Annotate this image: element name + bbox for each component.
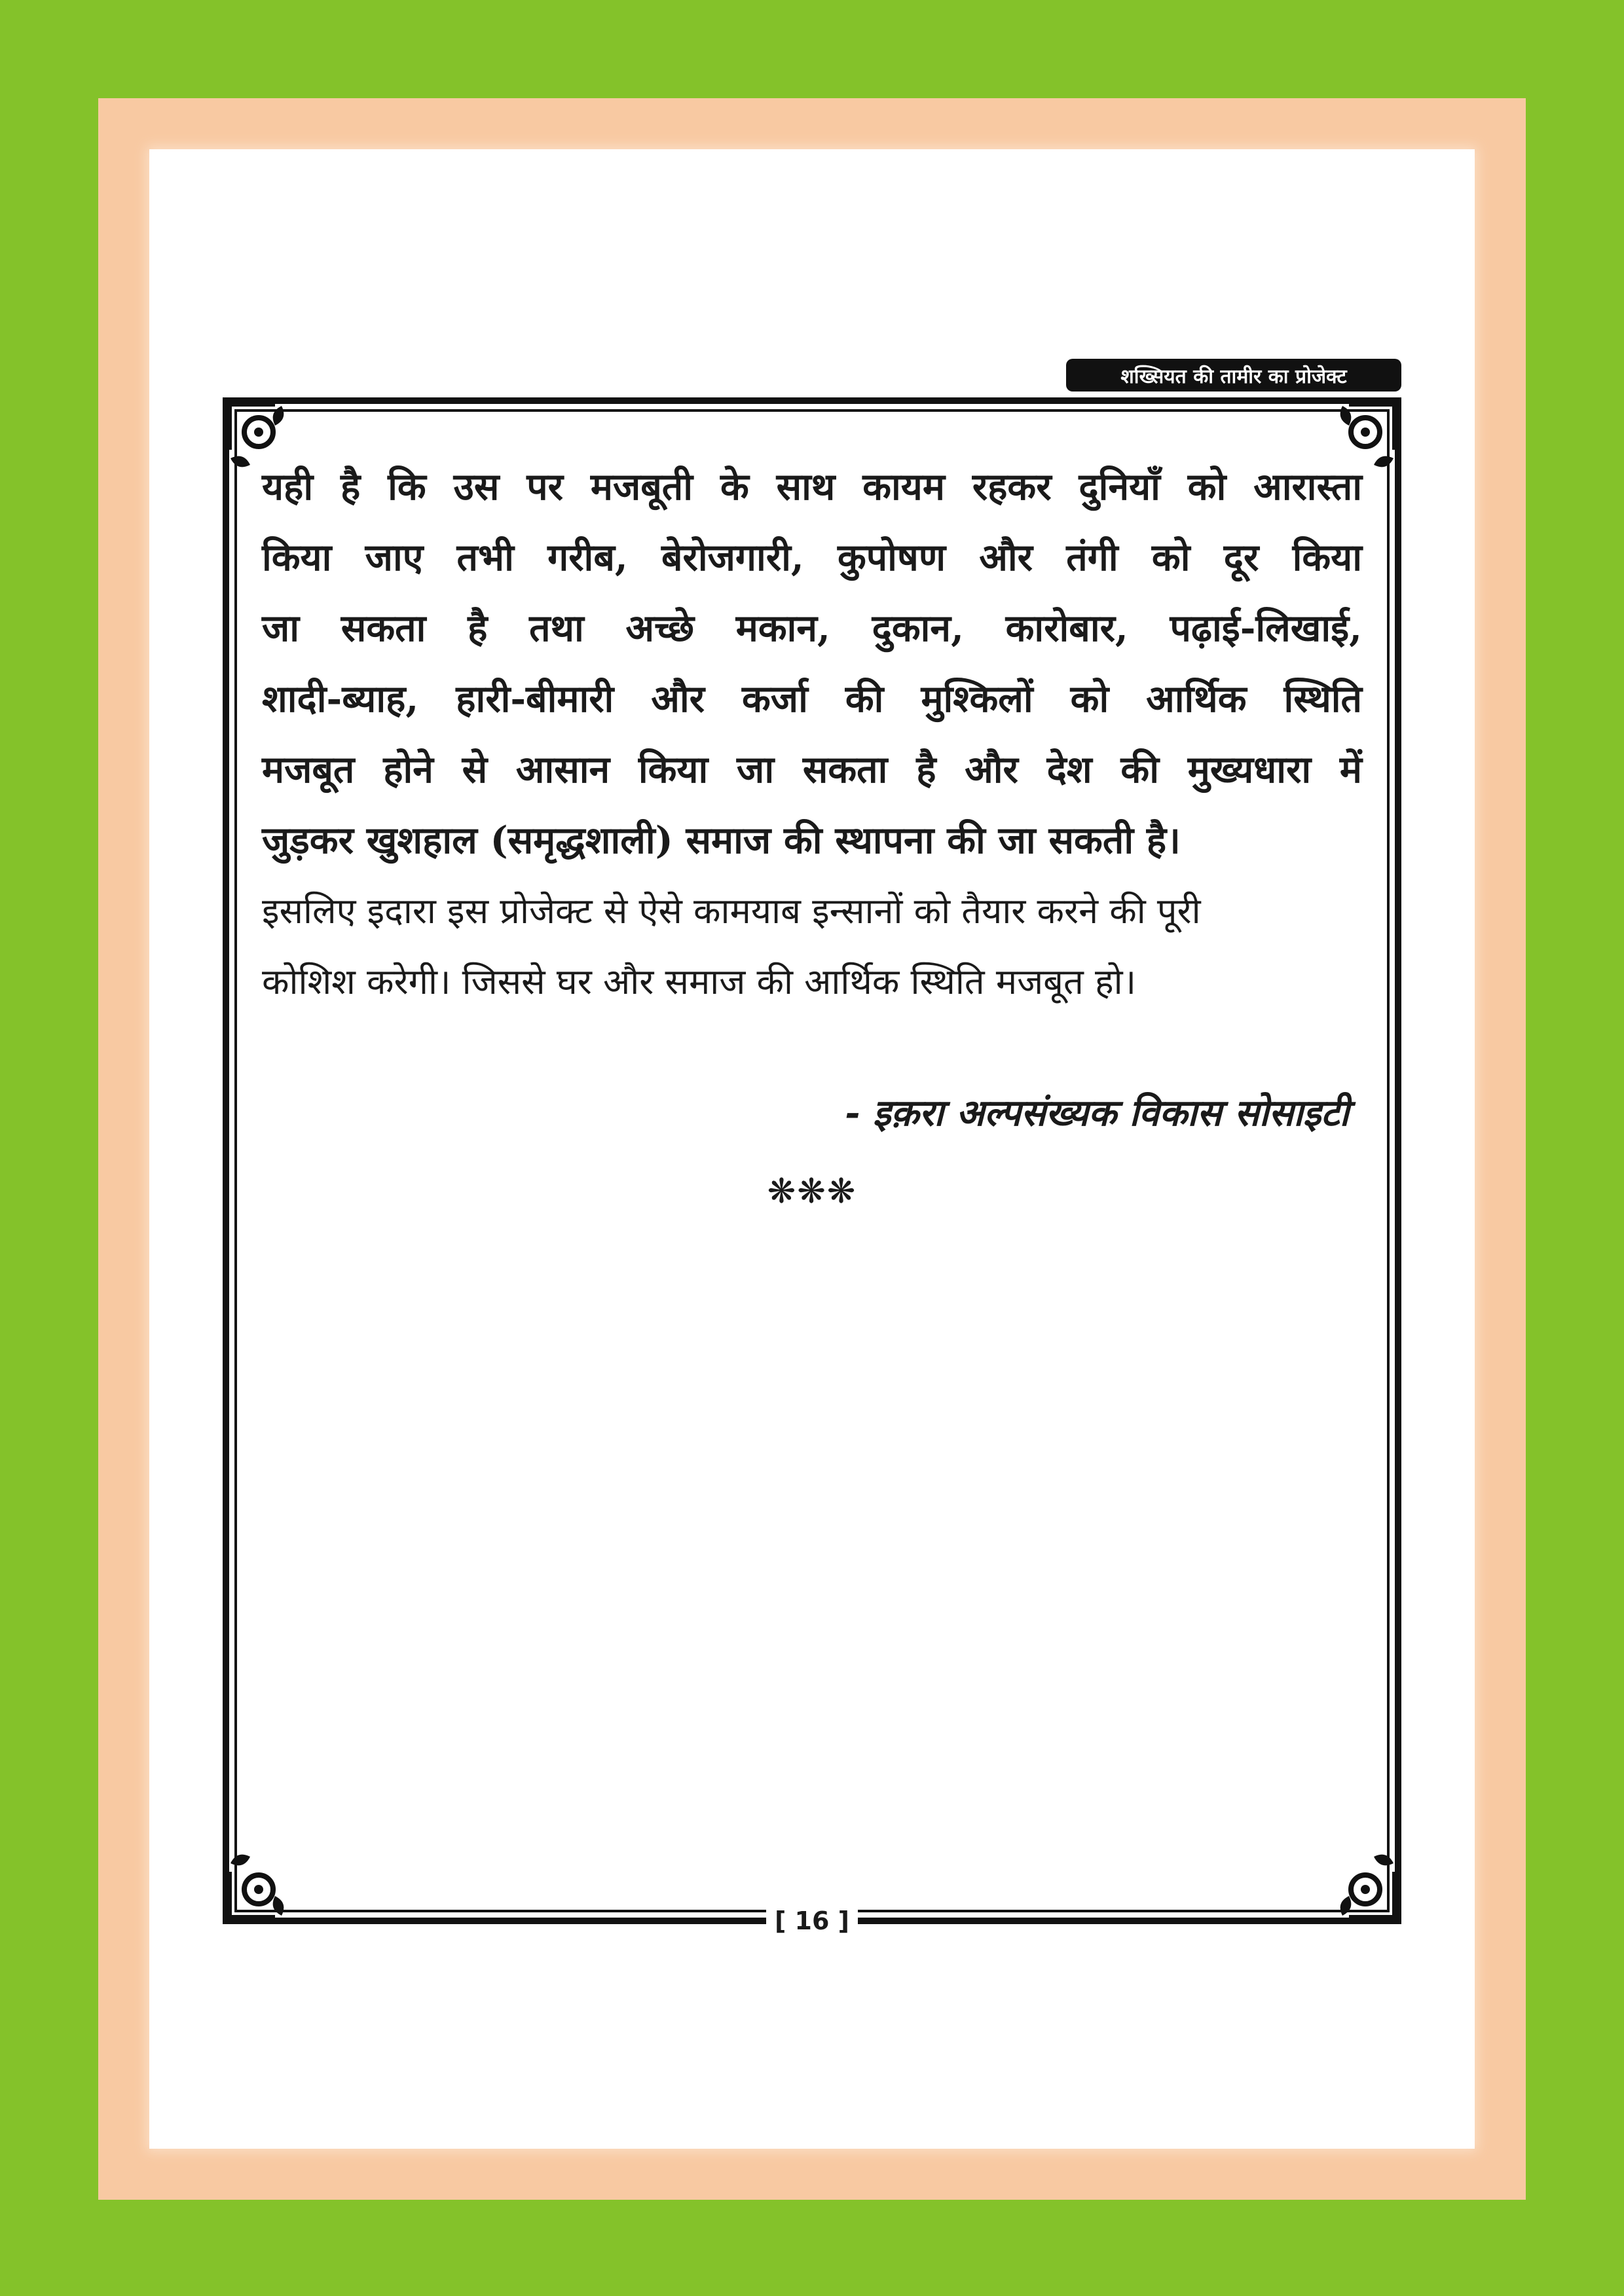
paragraph-bold-line-2: किया जाए तभी गरीब, बेरोजगारी, कुपोषण और तंगी को दूर किया bbox=[262, 536, 1362, 579]
corner-ornament-bottom-right bbox=[1340, 1855, 1401, 1924]
corner-ornament-bottom-left bbox=[223, 1855, 284, 1924]
body-text bbox=[262, 452, 1362, 1017]
paragraph-bold-line-5: मजबूत होने से आसान किया जा सकता है और देश की मुख्यधारा में bbox=[262, 748, 1362, 792]
paragraph-bold-line-4: शादी-ब्याह, हारी-बीमारी और कर्जा की मुश्किलों को आर्थिक स्थिति bbox=[262, 677, 1362, 721]
separator-stars: ❋❋❋ bbox=[767, 1172, 857, 1211]
paragraph-regular-line-1: इसलिए इदारा इस प्रोजेक्ट से ऐसे कामयाब इन्सानों को तैयार करने की पूरी bbox=[262, 890, 1201, 932]
paragraph-bold-line-1: यही है कि उस पर मजबूती के साथ कायम रहकर दुनियाँ को आरास्ता bbox=[262, 465, 1362, 509]
paragraph-bold-line-6: जुड़कर खुशहाल (समृद्धशाली) समाज की स्थापना की जा सकती है। bbox=[262, 818, 1181, 862]
paragraph-regular-line-2: कोशिश करेगी। जिससे घर और समाज की आर्थिक स्थिति मजबूत हो। bbox=[262, 961, 1137, 1002]
paragraph-bold-line-3: जा सकता है तथा अच्छे मकान, दुकान, कारोबार, पढ़ाई-लिखाई, bbox=[262, 606, 1362, 650]
running-header-tag: शख्सियत की तामीर का प्रोजेक्ट bbox=[1066, 359, 1401, 392]
signature-line: - इक़रा अल्पसंख्यक विकास सोसाइटी bbox=[845, 1091, 1349, 1135]
page-number: [ 16 ] bbox=[766, 1903, 858, 1939]
